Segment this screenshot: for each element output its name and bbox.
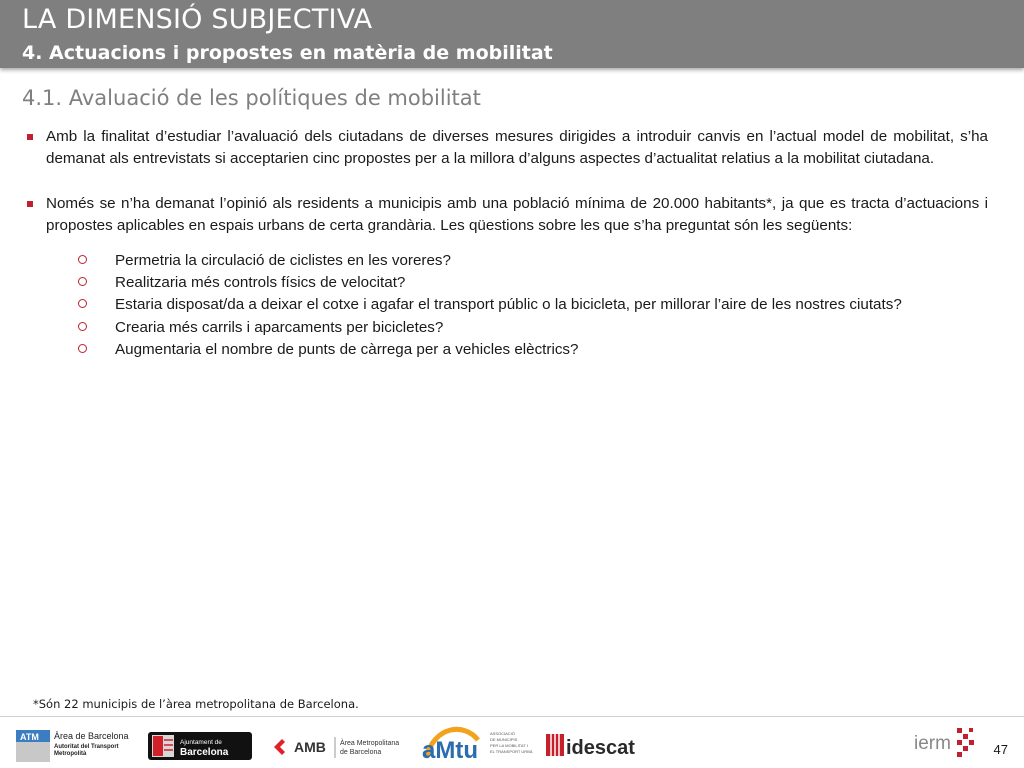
question-text: Crearia més carrils i aparcaments per bicicletes? bbox=[115, 318, 444, 336]
square-bullet-icon bbox=[27, 201, 33, 207]
page-number: 47 bbox=[993, 742, 1008, 757]
question-item bbox=[26, 294, 988, 316]
svg-text:Àrea Metropolitana: Àrea Metropolitana bbox=[340, 740, 400, 747]
svg-text:Barcelona: Barcelona bbox=[180, 747, 229, 758]
circle-bullet-icon bbox=[78, 299, 87, 308]
svg-text:EL TRANSPORT URBÀ: EL TRANSPORT URBÀ bbox=[490, 749, 533, 754]
svg-text:DE MUNICIPIS: DE MUNICIPIS bbox=[490, 737, 518, 742]
svg-text:AMB: AMB bbox=[294, 739, 326, 755]
svg-text:PER LA MOBILITAT I: PER LA MOBILITAT I bbox=[490, 743, 528, 748]
svg-text:Ajuntament de: Ajuntament de bbox=[180, 739, 222, 746]
bullet-text: Només se n’ha demanat l’opinió als residents a municipis amb una població mínima de 20.000 habitants*, ja que es tracta d’actuacions i propostes aplicables en espais urbans de certa grandària. Les qüestions sobre les que s’ha preguntat són les següents: bbox=[46, 194, 988, 235]
amb-logo bbox=[272, 732, 404, 762]
svg-text:Àrea de Barcelona: Àrea de Barcelona bbox=[54, 731, 129, 741]
bullet-text: Amb la finalitat d’estudiar l’avaluació dels ciutadans de diverses mesures dirigides a introduir canvis en l’actual model de mobilitat, s’ha demanat als entrevistats si acceptarien cinc propostes per a la millora d’alguns aspectes d’actualitat relatius a la mobilitat ciutadana. bbox=[46, 128, 988, 168]
slide-header bbox=[0, 0, 1024, 68]
svg-text:ASSOCIACIÓ: ASSOCIACIÓ bbox=[490, 731, 515, 736]
circle-bullet-icon bbox=[78, 255, 87, 264]
question-item bbox=[26, 317, 988, 339]
svg-text:ierm: ierm bbox=[914, 733, 951, 754]
bullet-item bbox=[26, 193, 988, 238]
question-text: Augmentaria el nombre de punts de càrrega per a vehicles elèctrics? bbox=[115, 341, 579, 359]
slide-subtitle: 4. Actuacions i propostes en matèria de mobilitat bbox=[22, 42, 553, 64]
questions-list bbox=[26, 250, 988, 362]
bullet-item bbox=[26, 126, 988, 171]
slide-body bbox=[26, 126, 988, 362]
svg-text:Autoritat del Transport: Autoritat del Transport bbox=[54, 744, 119, 750]
ajuntament-logo bbox=[148, 730, 254, 762]
question-text: Realitzaria més controls físics de velocitat? bbox=[115, 274, 406, 292]
circle-bullet-icon bbox=[78, 322, 87, 331]
question-text: Estaria disposat/da a deixar el cotxe i agafar el transport públic o la bicicleta, per millorar l’aire de les nostres ciutats? bbox=[115, 296, 902, 314]
question-text: Permetria la circulació de ciclistes en les voreres? bbox=[115, 251, 451, 269]
svg-text:de Barcelona: de Barcelona bbox=[340, 749, 382, 756]
question-item bbox=[26, 250, 988, 272]
atm-logo bbox=[16, 728, 134, 764]
svg-text:idescat: idescat bbox=[566, 737, 635, 759]
slide-title: LA DIMENSIÓ SUBJECTIVA bbox=[22, 4, 373, 35]
svg-text:aMtu: aMtu bbox=[422, 737, 478, 764]
footer-divider bbox=[0, 716, 1024, 717]
iermb-logo bbox=[912, 722, 982, 762]
idescat-logo bbox=[544, 728, 652, 762]
circle-bullet-icon bbox=[78, 277, 87, 286]
circle-bullet-icon bbox=[78, 344, 87, 353]
footnote: *Són 22 municipis de l’àrea metropolitana de Barcelona. bbox=[33, 697, 359, 711]
question-item bbox=[26, 272, 988, 294]
square-bullet-icon bbox=[27, 134, 33, 140]
footer-logos bbox=[0, 718, 1024, 768]
amtu-logo bbox=[420, 722, 540, 766]
question-item bbox=[26, 339, 988, 361]
section-title: 4.1. Avaluació de les polítiques de mobilitat bbox=[22, 86, 481, 110]
svg-text:Metropolità: Metropolità bbox=[54, 751, 87, 757]
atm-logo-mark: ATM bbox=[20, 732, 39, 742]
